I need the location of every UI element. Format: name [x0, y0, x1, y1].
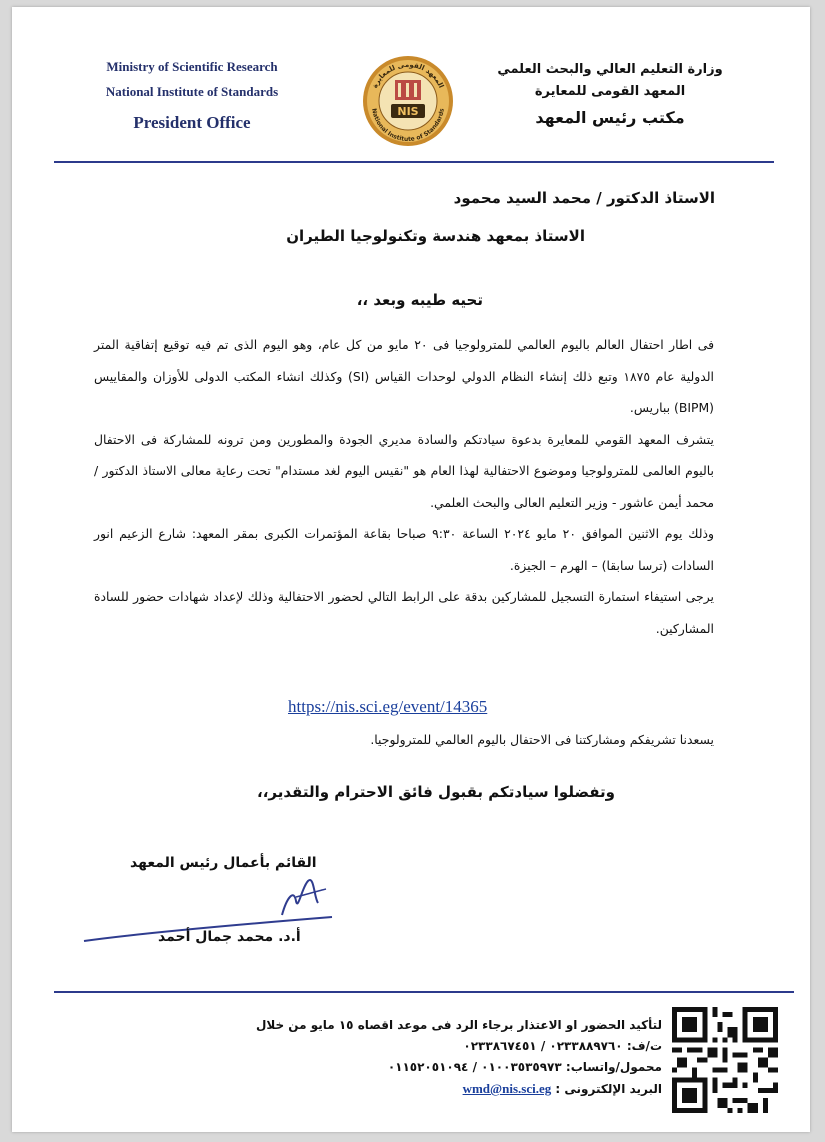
- header-ar-office: مكتب رئيس المعهد: [535, 108, 685, 127]
- body-paragraph: وذلك يوم الاثنين الموافق ٢٠ مايو ٢٠٢٤ الساعة ٩:٣٠ صباحا بقاعة المؤتمرات الكبرى بمقر المعهد: شارع الزعيم انور السادات (ترسا سابقا) – الهرم – الجيزة.: [94, 526, 715, 573]
- nis-logo: [362, 55, 454, 147]
- footer-divider: [54, 991, 794, 993]
- recipient-position: الاستاذ بمعهد هندسة وتكنولوجيا الطيران: [286, 227, 585, 245]
- registration-link[interactable]: https://nis.sci.eg/event/14365: [288, 697, 488, 716]
- footer-confirm-text: لتأكيد الحضور او الاعتذار برجاء الرد فى موعد اقصاه ١٥ مايو من خلال: [255, 1018, 662, 1032]
- footer-phone-fax: ت/ف: ٠٢٣٣٨٨٩٧٦٠ / ٠٢٣٣٨٦٧٤٥١: [463, 1039, 662, 1053]
- email-link[interactable]: wmd@nis.sci.eg: [462, 1081, 552, 1096]
- header-ar-institute: المعهد القومى للمعايرة: [534, 84, 686, 99]
- closing-line: وتفضلوا سيادتكم بقبول فائق الاحترام والتقدير،،: [257, 783, 615, 801]
- qr-code: [672, 1007, 778, 1113]
- after-link-text: يسعدنا تشريفكم ومشاركتنا فى الاحتفال باليوم العالمي للمترولوجيا.: [370, 732, 714, 747]
- header-en-institute: National Institute of Standards: [105, 84, 279, 99]
- header-en-ministry: Ministry of Scientific Research: [106, 59, 278, 74]
- footer-email-row: [22, 1078, 662, 1100]
- body-paragraph: يتشرف المعهد القومي للمعايرة بدعوة سيادتكم والسادة مديري الجودة والمطورين ومن ترونه للمشاركة فى الاحتفال باليوم العالمى للمترولوجيا وموضوع الاحتفالية لهذا العام هو "نقيس اليوم لغد مستدام" تحت رعاية معالى الاستاذ الدكتور / محمد أيمن عاشور - وزير التعليم العالى والبحث العلمي.: [94, 431, 714, 510]
- footer-mobile: محمول/واتساب: ٠١٠٠٣٥٣٥٩٧٣ / ٠١١٥٢٠٥١٠٩٤: [387, 1060, 662, 1074]
- signatory-title: القائم بأعمال رئيس المعهد: [130, 855, 317, 871]
- letter-page: [12, 7, 810, 1132]
- logo-ring-ar: المعهد القومى للمعايرة: [370, 60, 446, 90]
- logo-ring-en: National Institute of Standards: [370, 107, 446, 144]
- email-label: البريد الإلكترونى :: [555, 1082, 662, 1096]
- logo-text: NIS: [397, 105, 419, 118]
- letter-body: [94, 329, 714, 644]
- signatory-name: أ.د. محمد جمال أحمد: [158, 929, 301, 945]
- recipient-name: الاستاذ الدكتور / محمد السيد محمود: [453, 189, 715, 207]
- header-ar-ministry: وزارة التعليم العالي والبحث العلمي: [497, 62, 723, 77]
- footer-contact: [22, 1015, 662, 1100]
- greeting: تحيه طيبه وبعد ،،: [356, 291, 483, 309]
- header-divider: [54, 161, 774, 163]
- body-paragraph: فى اطار احتفال العالم باليوم العالمي للمترولوجيا فى ٢٠ مايو من كل عام، وهو اليوم الذى تم فيه توقيع إتفاقية المتر الدولية عام ١٨٧٥ وتبع ذلك إنشاء النظام الدولي لوحدات القياس (SI) وكذلك انشاء المكتب الدولى للأوزان والمقاييس (BIPM) بباريس.: [94, 337, 715, 415]
- body-paragraph: يرجى استيفاء استمارة التسجيل للمشاركين بدقة على الرابط التالي لحضور الاحتفالية وذلك لإعداد شهادات حضور للسادة المشاركين.: [94, 589, 714, 636]
- header-en-office: President Office: [133, 113, 251, 132]
